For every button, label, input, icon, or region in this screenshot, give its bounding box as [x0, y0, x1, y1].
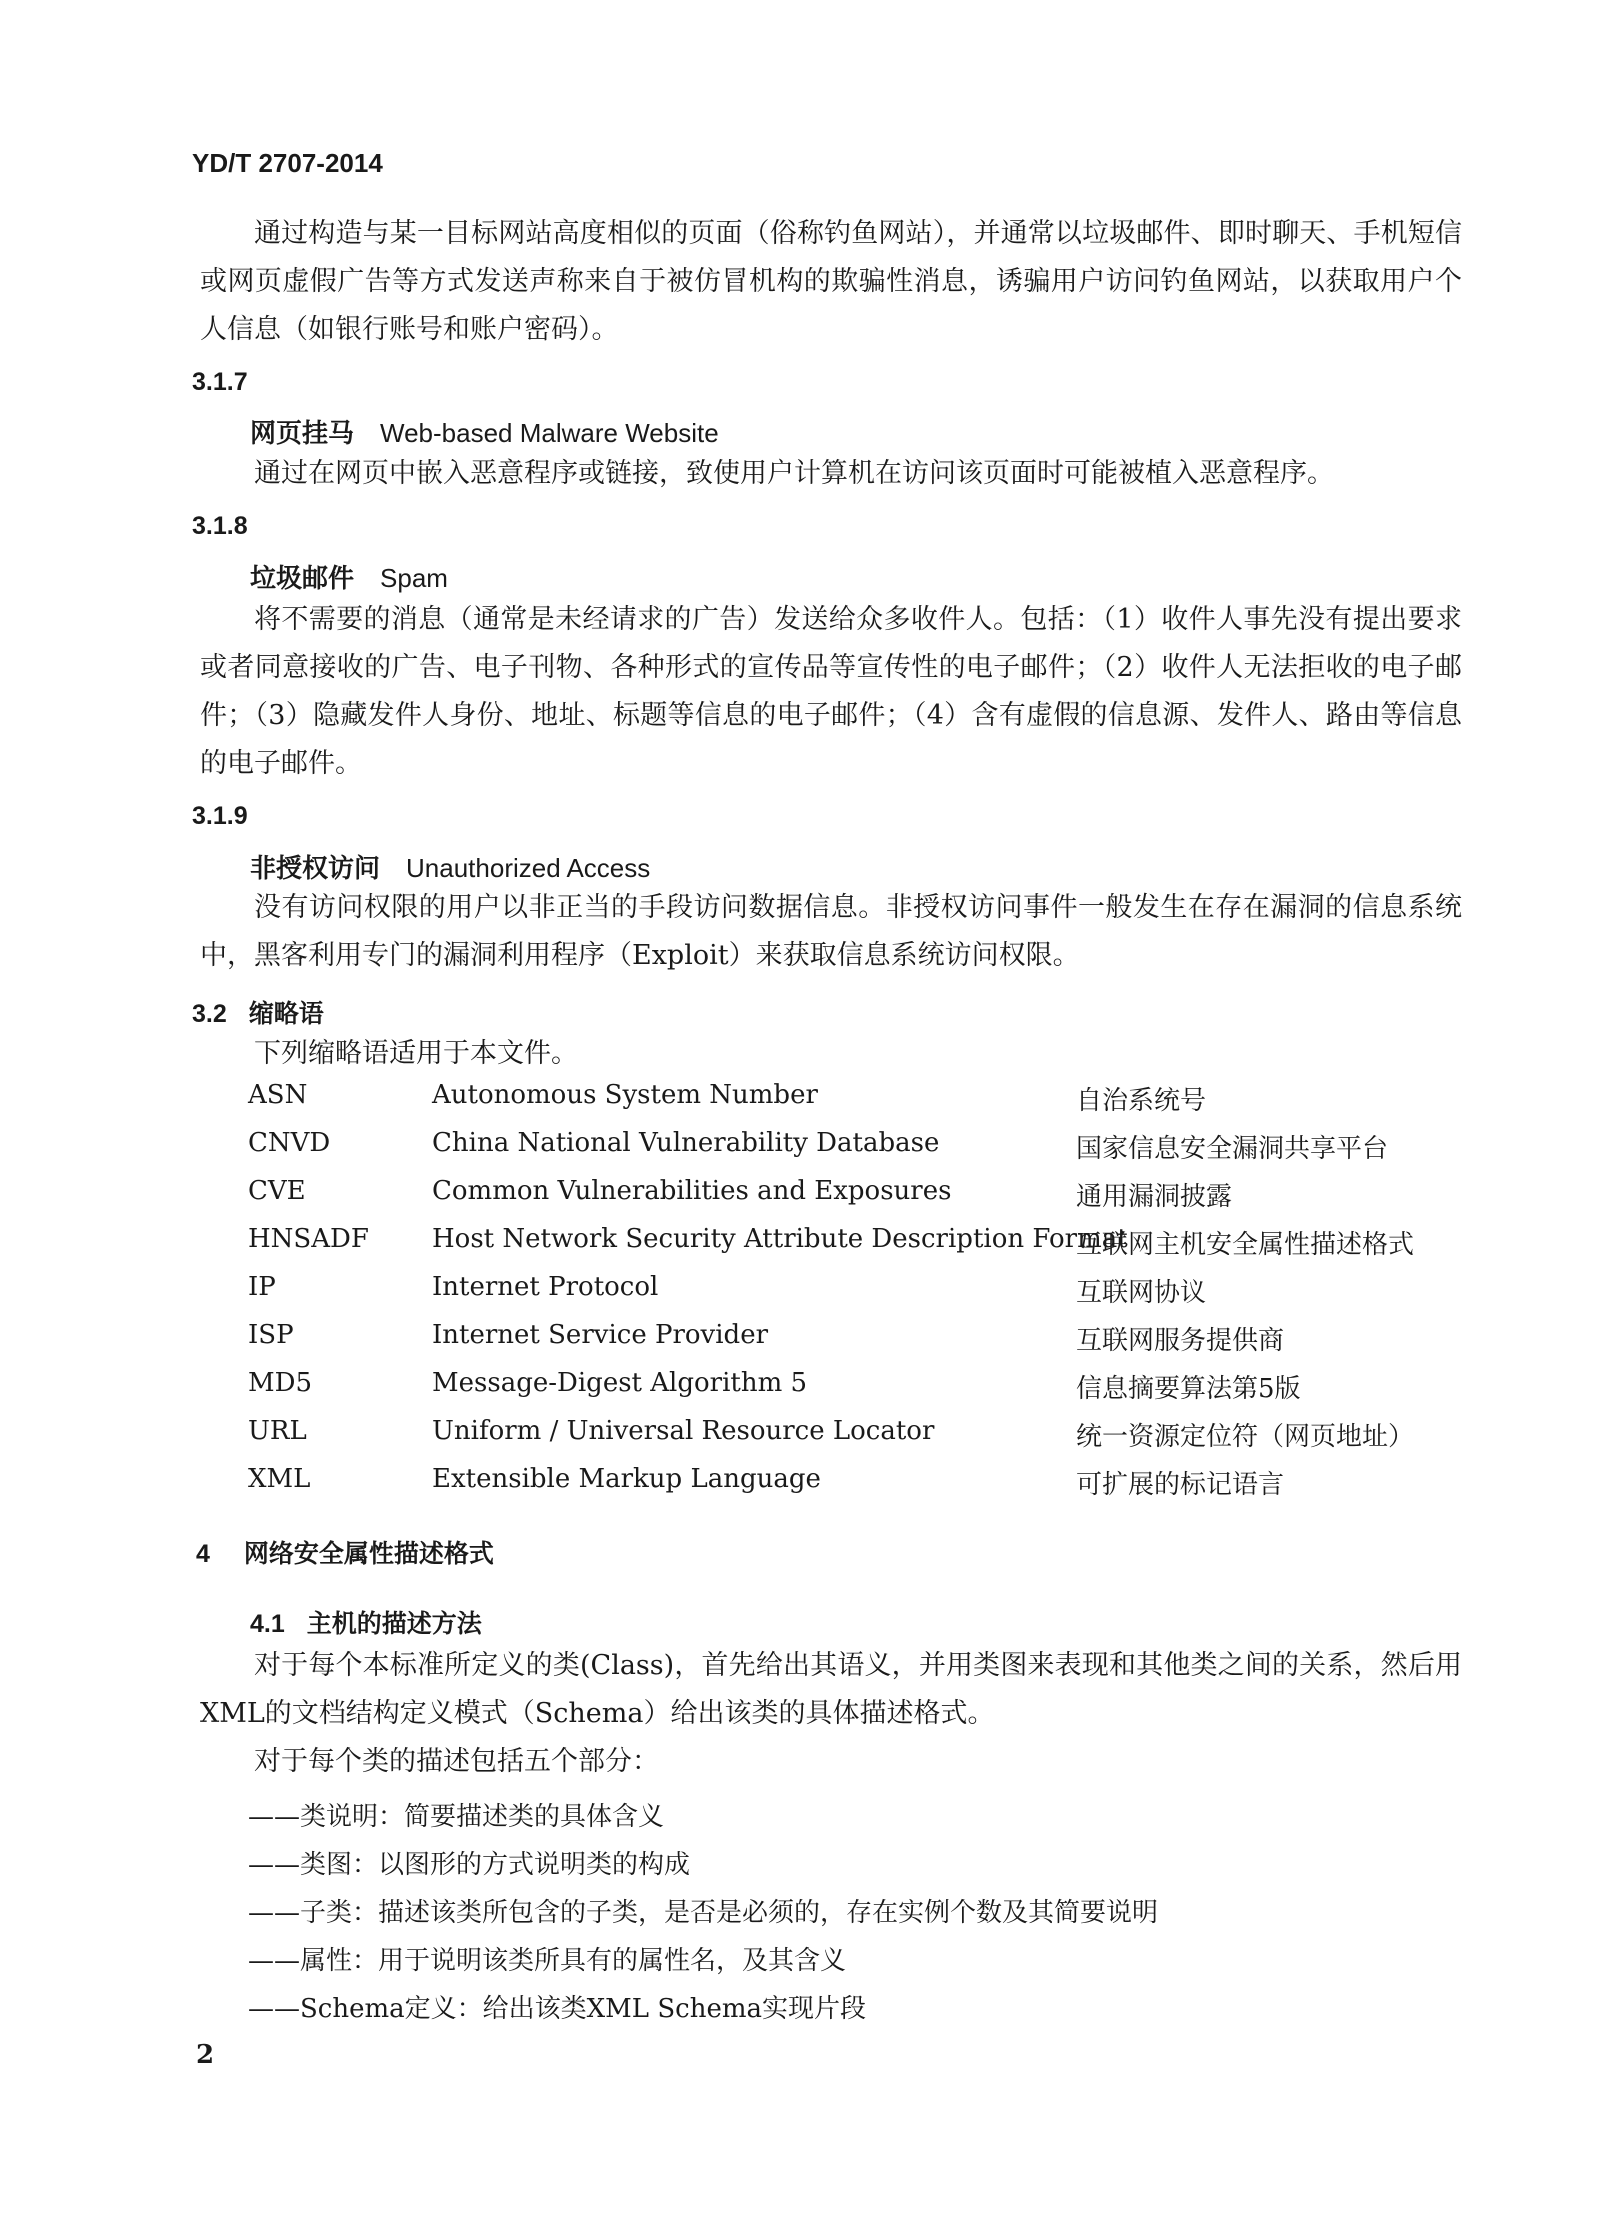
chapter-heading	[196, 1534, 494, 1570]
clause-number: 3.1.8	[192, 512, 248, 540]
list-item: ——子类：描述该类所包含的子类，是否是必须的，存在实例个数及其简要说明	[248, 1898, 1159, 1928]
abbr: URL	[248, 1416, 307, 1446]
abbreviation-row	[248, 1368, 1448, 1416]
abbr: ISP	[248, 1320, 294, 1350]
abbr-english: Autonomous System Number	[432, 1080, 818, 1110]
abbr-chinese: 国家信息安全漏洞共享平台	[1076, 1134, 1389, 1164]
abbr-chinese: 通用漏洞披露	[1076, 1182, 1233, 1212]
abbr: ASN	[248, 1080, 308, 1110]
list-item: ——类说明：简要描述类的具体含义	[248, 1802, 665, 1832]
subsection-number: 4.1	[250, 1610, 285, 1638]
abbr-chinese: 自治系统号	[1076, 1086, 1207, 1116]
abbreviation-row	[248, 1176, 1448, 1224]
abbr-chinese: 统一资源定位符（网页地址）	[1076, 1422, 1415, 1452]
abbr-english: Extensible Markup Language	[432, 1464, 821, 1494]
document-code: YD/T 2707-2014	[192, 148, 383, 178]
chapter-title: 网络安全属性描述格式	[243, 1540, 494, 1568]
term-heading	[250, 848, 650, 885]
abbr: XML	[248, 1464, 311, 1494]
abbreviation-row	[248, 1320, 1448, 1368]
phishing-definition: 通过构造与某一目标网站高度相似的页面（俗称钓鱼网站），并通常以垃圾邮件、即时聊天、手机短信或网页虚假广告等方式发送声称来自于被仿冒机构的欺骗性消息，诱骗用户访问钓鱼网站，以获取用户个人信息（如银行账号和账户密码）。	[200, 218, 1462, 345]
term-english: Spam	[380, 563, 448, 593]
body-paragraph: 对于每个类的描述包括五个部分：	[254, 1746, 659, 1777]
section-number: 3.2	[192, 1000, 227, 1028]
term-chinese: 垃圾邮件	[250, 563, 355, 593]
abbreviation-row	[248, 1080, 1448, 1128]
subsection-title: 主机的描述方法	[306, 1610, 482, 1638]
term-chinese: 非授权访问	[250, 853, 381, 883]
clause-number: 3.1.9	[192, 802, 248, 830]
section-title: 缩略语	[248, 1000, 324, 1028]
list-item: ——Schema定义：给出该类XML Schema实现片段	[248, 1994, 866, 2024]
abbr-chinese: 可扩展的标记语言	[1076, 1470, 1285, 1500]
term-definition: 将不需要的消息（通常是未经请求的广告）发送给众多收件人。包括：（1）收件人事先没有提出要求或者同意接收的广告、电子刊物、各种形式的宣传品等宣传性的电子邮件；（2）收件人无法拒收的电子邮件；（3）隐藏发件人身份、地址、标题等信息的电子邮件；（4）含有虚假的信息源、发件人、路由等信息的电子邮件。	[200, 604, 1462, 779]
term-heading	[250, 413, 719, 450]
abbreviation-row	[248, 1416, 1448, 1464]
section-heading	[192, 994, 324, 1030]
abbr-english: Common Vulnerabilities and Exposures	[432, 1176, 952, 1206]
abbr-english: Uniform / Universal Resource Locator	[432, 1416, 935, 1446]
abbreviation-row	[248, 1272, 1448, 1320]
chapter-number: 4	[196, 1540, 210, 1568]
abbr: CNVD	[248, 1128, 331, 1158]
abbr-english: Internet Protocol	[432, 1272, 659, 1302]
list-item: ——类图：以图形的方式说明类的构成	[248, 1850, 691, 1880]
abbr-chinese: 互联网协议	[1076, 1278, 1207, 1308]
abbr: MD5	[248, 1368, 313, 1398]
page-number: 2	[196, 2040, 215, 2070]
clause-number: 3.1.7	[192, 368, 248, 396]
abbr: IP	[248, 1272, 276, 1302]
abbreviation-row	[248, 1464, 1448, 1512]
subsection-heading	[250, 1604, 482, 1640]
abbr-english: Host Network Security Attribute Description Format	[432, 1224, 1128, 1254]
term-heading	[250, 558, 448, 595]
term-english: Unauthorized Access	[406, 853, 651, 883]
abbr-english: Message-Digest Algorithm 5	[432, 1368, 808, 1398]
abbr-chinese: 互联网服务提供商	[1076, 1326, 1285, 1356]
body-paragraph: 对于每个本标准所定义的类(Class)，首先给出其语义，并用类图来表现和其他类之间的关系，然后用XML的文档结构定义模式（Schema）给出该类的具体描述格式。	[200, 1650, 1462, 1729]
term-definition: 没有访问权限的用户以非正当的手段访问数据信息。非授权访问事件一般发生在存在漏洞的信息系统中，黑客利用专门的漏洞利用程序（Exploit）来获取信息系统访问权限。	[200, 892, 1462, 971]
abbr: CVE	[248, 1176, 306, 1206]
term-english: Web-based Malware Website	[380, 418, 719, 448]
list-item: ——属性：用于说明该类所具有的属性名，及其含义	[248, 1946, 847, 1976]
abbr-english: Internet Service Provider	[432, 1320, 769, 1350]
abbr-english: China National Vulnerability Database	[432, 1128, 940, 1158]
abbreviation-row	[248, 1224, 1448, 1272]
abbr-chinese: 互联网主机安全属性描述格式	[1076, 1230, 1415, 1260]
term-definition: 通过在网页中嵌入恶意程序或链接，致使用户计算机在访问该页面时可能被植入恶意程序。	[254, 458, 1334, 489]
abbr: HNSADF	[248, 1224, 369, 1254]
term-chinese: 网页挂马	[250, 418, 355, 448]
abbreviation-intro: 下列缩略语适用于本文件。	[254, 1038, 578, 1069]
abbreviation-row	[248, 1128, 1448, 1176]
abbr-chinese: 信息摘要算法第5版	[1076, 1374, 1301, 1404]
